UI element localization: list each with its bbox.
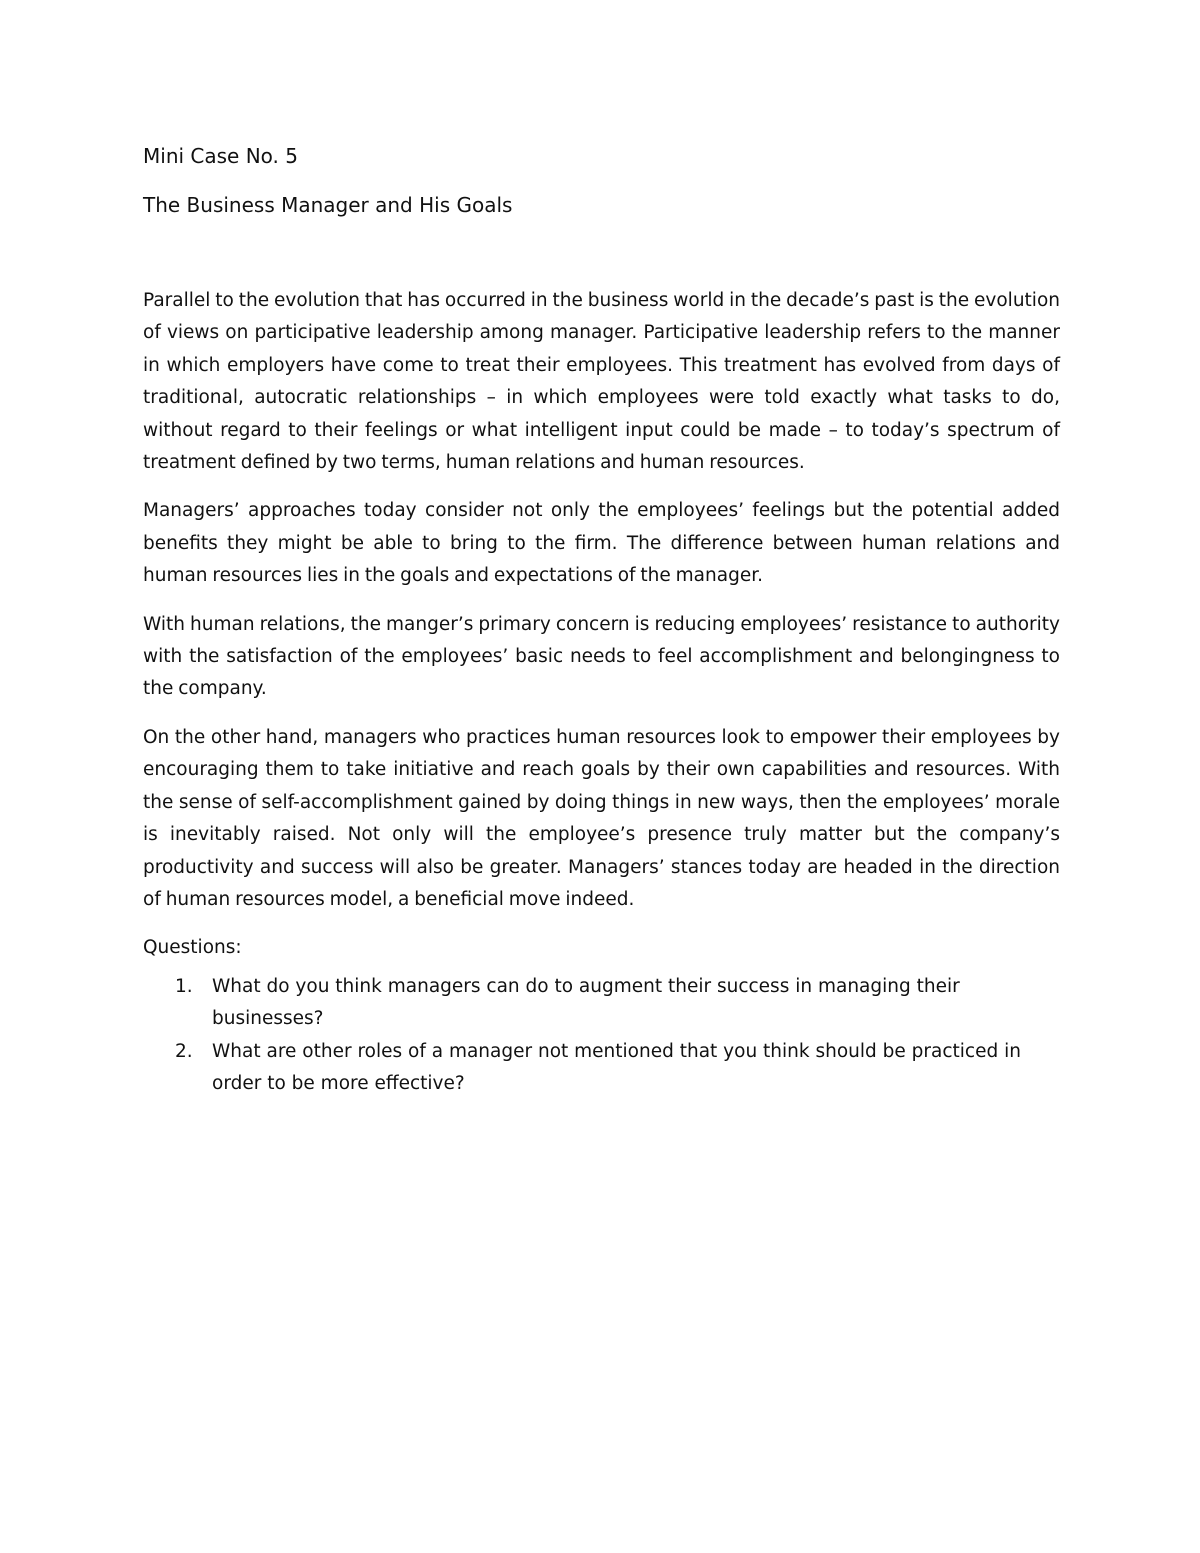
questions-list <box>143 971 1060 1101</box>
document-page <box>143 140 1060 1100</box>
paragraph-participative-leadership: Parallel to the evolution that has occurred in the business world in the decade’s past is the evolution of views on participative leadership among manager. Participative leadership refers to the manner in which employers have come to treat their employees. This treatment has evolved from days of traditional, autocratic relationships – in which employees were told exactly what tasks to do, without regard to their feelings or what intelligent input could be made – to today’s spectrum of treatment defined by two terms, human relations and human resources. <box>143 290 1060 474</box>
question-item <box>143 1036 1032 1101</box>
paragraph-managers-approaches: Managers’ approaches today consider not only the employees’ feelings but the potential added benefits they might be able to bring to the firm. The difference between human relations and human resources lies in the goals and expectations of the manager. <box>143 500 1060 587</box>
question-text: What do you think managers can do to augment their success in managing their businesses? <box>212 975 960 1030</box>
question-number: 1. <box>175 975 193 997</box>
case-title: The Business Manager and His Goals <box>143 193 513 217</box>
questions-label: Questions: <box>143 937 242 959</box>
question-item <box>143 971 1032 1036</box>
case-number: Mini Case No. 5 <box>143 144 298 168</box>
question-text: What are other roles of a manager not mentioned that you think should be practiced in order to be more effective? <box>212 1040 1021 1094</box>
paragraph-human-relations: With human relations, the manger’s primary concern is reducing employees’ resistance to authority with the satisfaction of the employees’ basic needs to feel accomplishment and belongingness to the company. <box>143 613 1060 700</box>
paragraph-human-resources: On the other hand, managers who practices human resources look to empower their employees by encouraging them to take initiative and reach goals by their own capabilities and resources. With the sense of self-accomplishment gained by doing things in new ways, then the employees’ morale is inevitably raised. Not only will the employee’s presence truly matter but the company’s productivity and success will also be greater. Managers’ stances today are headed in the direction of human resources model, a beneficial move indeed. <box>143 726 1060 910</box>
question-number: 2. <box>175 1040 193 1062</box>
